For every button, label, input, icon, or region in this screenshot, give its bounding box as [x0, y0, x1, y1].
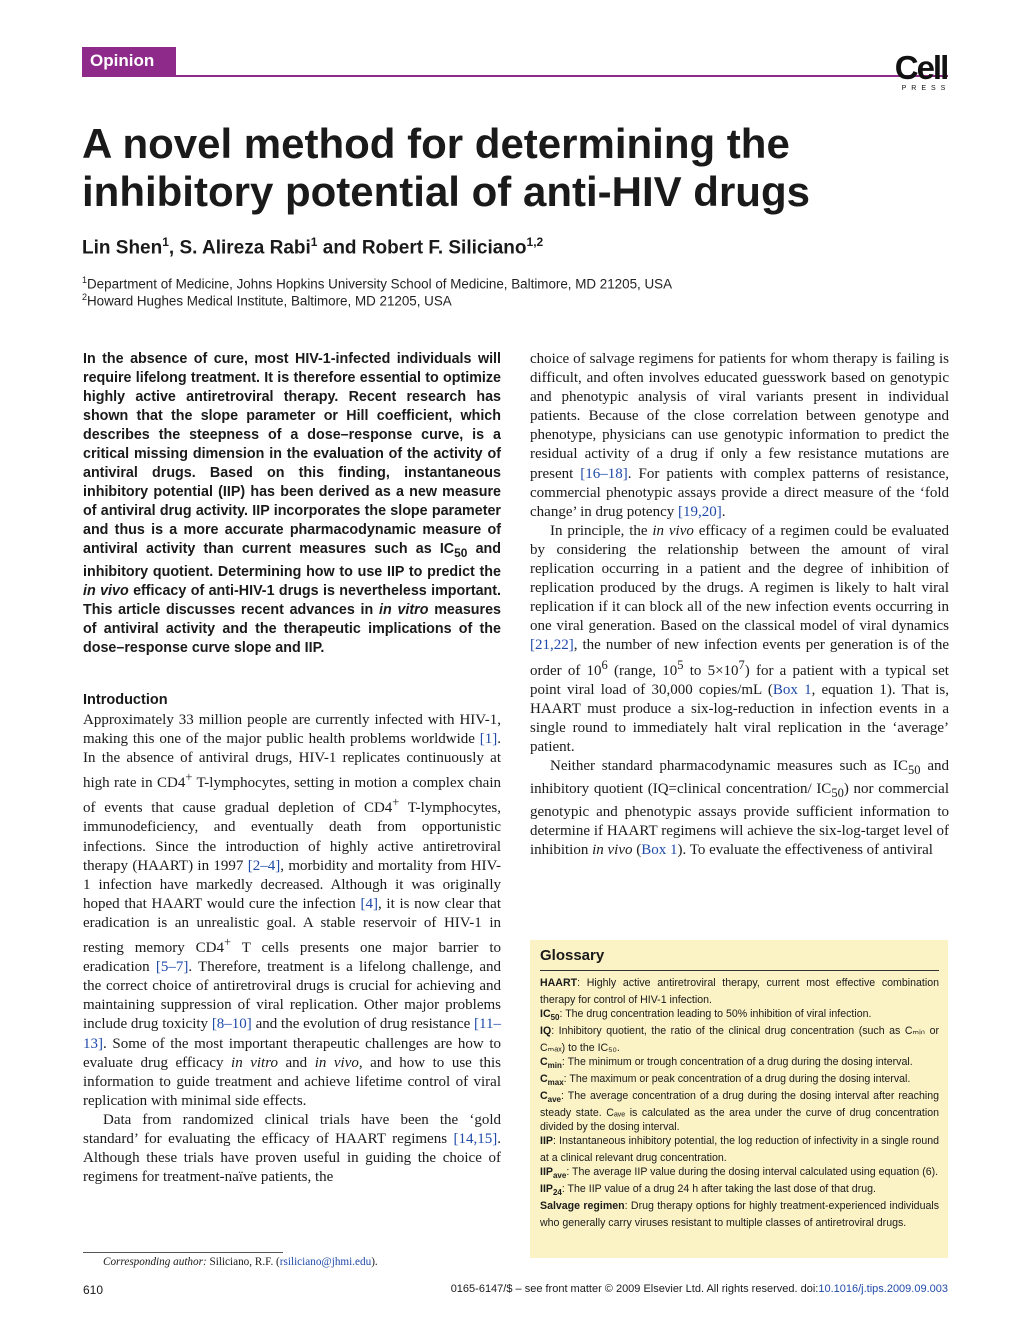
cell-press-logo: [890, 49, 952, 93]
author-separator: and: [317, 237, 362, 259]
issn-text: 0165-6147/$ – see front matter © 2009 Elsevier Ltd. All rights reserved. doi:: [450, 1283, 819, 1295]
affiliation-number: 2: [82, 292, 88, 302]
author-affiliation-mark: 1: [162, 235, 169, 249]
glossary-heading: Glossary: [540, 947, 605, 964]
abstract: [83, 350, 501, 658]
abstract-text: efficacy of anti-HIV-1 drugs is nevertheless important. This article discusses recent advances in: [83, 582, 501, 618]
logo-word: Cell: [894, 49, 948, 86]
abstract-text: measures of antiviral activity and the therapeutic implications of the dose–response curve slope and IIP.: [83, 601, 501, 656]
citation-link[interactable]: [1]: [479, 731, 498, 748]
citation-link[interactable]: [14,15]: [453, 1130, 498, 1147]
box-link[interactable]: Box 1: [641, 842, 678, 859]
abstract-text: and inhibitory quotient. Determining how to use IIP to predict the: [83, 541, 501, 580]
citation-link[interactable]: [19,20]: [678, 503, 722, 520]
box-link[interactable]: Box 1: [772, 681, 812, 698]
left-column-body: [83, 711, 501, 1187]
right-column-body: [530, 350, 949, 860]
footnote-label: Corresponding author:: [103, 1256, 207, 1268]
glossary-entry: HAART: Highly active antiretroviral therapy, current most effective combination therapy for control of HIV-1 infection.: [540, 977, 939, 1007]
abstract-text: In the absence of cure, most HIV-1-infected individuals will require lifelong treatment. It is therefore essential to optimize highly active antiretroviral therapy. Recent research has shown that the slope parameter or Hill coefficient, which describes the steepness of a dose–response curve, is a critical missing dimension in the evaluation of the activity of antiviral drugs. Based on this finding, instantaneous inhibitory potential (IIP) has been derived as a new measure of antiviral drug activity. IIP incorporates the slope parameter and thus is a more accurate pharmacodynamic measure of antiviral activity than current measures such as IC: [83, 351, 501, 557]
author-email-link[interactable]: rsiliciano@jhmi.edu: [279, 1256, 372, 1268]
glossary-entry: Salvage regimen: Drug therapy options for highly treatment-experienced individuals who generally carry viruses resistant to multiple classes of antiretroviral drugs.: [540, 1199, 940, 1229]
body-paragraph: Neither standard pharmacodynamic measures such as $IC_{50}$ and inhibitory quotient (IQ=clinical concentration/ $IC_{50}$) nor commercial genotypic and phenotypic assays provide sufficient information to determine if HAART regimens will achieve the six-log-target level of inhibition in vivo (Box 1). To evaluate the effectiveness of antiviral: [530, 757, 949, 859]
body-paragraph: choice of salvage regimens for patients for whom therapy is failing is difficult, and often involves educated guesswork based on genotypic and phenotypic analysis of viral variants present in individual patients. Because of the close correlation between genotype and phenotype, physicians can use genotypic information to predict the residual activity of a drug if only a few resistance mutations are present [16–18]. For patients with complex patterns of resistance, commercial phenotypic assays provide a direct measure of the ‘fold change’ in drug potency [19,20].: [530, 351, 949, 520]
section-tag: Opinion: [82, 47, 176, 75]
glossary-entry: $C_{ave}$: The average concentration of a drug during the dosing interval after reaching steady state. Cₐᵥₑ is calculated as the area under the curve of drug concentration divided by the dosing interval.: [540, 1089, 939, 1133]
author-affiliation-mark: 1: [310, 235, 318, 249]
abstract-emphasis: in vivo: [83, 582, 129, 599]
footnote-rule: [83, 1252, 283, 1253]
author-name: S. Alireza Rabi: [179, 237, 311, 259]
logo-sub: PRESS: [901, 85, 951, 92]
author-affiliation-mark: 1,2: [526, 235, 544, 249]
corresponding-author-note: [103, 1256, 378, 1268]
glossary-entry: $IIP_{24}$: The IIP value of a drug 24 h after taking the last dose of that drug.: [540, 1182, 876, 1197]
citation-link[interactable]: [21,22]: [530, 637, 574, 654]
issn-line: [451, 1283, 948, 1295]
article-title: A novel method for determining the inhibitory potential of anti-HIV drugs: [82, 120, 810, 215]
affiliation-text: Department of Medicine, Johns Hopkins University School of Medicine, Baltimore, MD 21205, USA: [87, 276, 672, 292]
author-name: Lin Shen: [82, 237, 163, 259]
author-separator: ,: [168, 237, 180, 259]
abstract-subscript: 50: [454, 545, 468, 560]
citation-link[interactable]: [11–13]: [83, 1016, 501, 1052]
glossary-entry: $C_{min}$: The minimum or trough concentration of a drug during the dosing interval.: [540, 1055, 913, 1070]
page-number: 610: [83, 1283, 104, 1297]
glossary-entry: $IIP_{ave}$: The average IIP value during the dosing interval calculated using equation (6).: [540, 1165, 939, 1180]
section-heading-introduction: Introduction: [83, 692, 168, 708]
glossary-rule: [540, 970, 939, 971]
footnote-end: ).: [371, 1256, 378, 1268]
glossary-entry: $C_{max}$: The maximum or peak concentration of a drug during the dosing interval.: [540, 1072, 911, 1087]
affiliation-number: 1: [82, 275, 88, 285]
citation-link[interactable]: [16–18]: [580, 465, 628, 482]
author-list: [82, 235, 543, 259]
header-rule: [82, 75, 948, 77]
affiliation-text: Howard Hughes Medical Institute, Baltimore, MD 21205, USA: [87, 293, 452, 309]
body-paragraph: Data from randomized clinical trials have been the ‘gold standard’ for evaluating the efficacy of HAART regimens [14,15]. Although these trials have proven useful in guiding the choice of regimens for treatment-naïve patients, the: [83, 1111, 501, 1186]
citation-link[interactable]: [4]: [360, 895, 378, 912]
glossary-entry: IIP: Instantaneous inhibitory potential, the log reduction of infectivity in a single round at a clinical relevant drug concentration.: [540, 1134, 939, 1164]
glossary-box: [530, 940, 948, 1258]
citation-link[interactable]: [2–4]: [247, 857, 281, 874]
citation-link[interactable]: [8–10]: [211, 1016, 252, 1033]
footnote-name: Siliciano, R.F. (: [206, 1256, 280, 1268]
abstract-emphasis: in vitro: [379, 601, 429, 618]
author-name: Robert F. Siliciano: [361, 237, 527, 259]
glossary-entry: $IC_{50}$: The drug concentration leading to 50% inhibition of viral infection.: [540, 1007, 872, 1023]
affiliation: [82, 275, 672, 291]
glossary-entry: IQ: Inhibitory quotient, the ratio of the clinical drug concentration (such as Cₘᵢₙ or Cₘₐₓ) to the IC₅₀.: [540, 1024, 939, 1054]
body-paragraph: Approximately 33 million people are currently infected with HIV-1, making this one of the major public health problems worldwide [1]. In the absence of antiviral drugs, HIV-1 replicates continuously at high rate in CD4+ T-lymphocytes, setting in motion a complex chain of events that cause gradual depletion of CD4+ T-lymphocytes, immunodeficiency, and eventually death from opportunistic infections. Since the introduction of highly active antiretroviral therapy (HAART) in 1997 [2–4], morbidity and mortality from HIV-1 infection have markedly decreased. Although it was originally hoped that HAART would cure the infection [4], it is now clear that eradication is an unrealistic goal. A stable reservoir of HIV-1 in resting memory CD4+ T cells presents one major barrier to eradication [5–7]. Therefore, treatment is a lifelong challenge, and the correct choice of antiretroviral drugs is crucial for achieving and maintaining suppression of viral replication. Other major problems include drug toxicity [8–10] and the evolution of drug resistance [11–13]. Some of the most important therapeutic challenges are how to evaluate drug efficacy in vitro and in vivo, and how to use this information to guide treatment and achieve lifetime control of viral replication with minimal side effects.: [83, 712, 501, 1109]
body-paragraph: In principle, the in vivo efficacy of a regimen could be evaluated by considering the relationship between the amount of viral replication occurring in a patient and the degree of inhibition of replication produced by the drugs. A regimen is likely to halt viral replication if it can block all of the new infection events occurring in one viral generation. Based on the classical model of viral dynamics [21,22], the number of new infection events per generation is of the order of $10^6$ (range, $10^5$ to $5\times 10^7$) for a patient with a typical set point viral load of 30,000 copies/mL (Box 1, equation 1). That is, HAART must produce a six-log-reduction in infection events in a single round to immediately halt viral replication in the ‘average’ patient.: [530, 522, 950, 755]
doi-link[interactable]: 10.1016/j.tips.2009.09.003: [818, 1283, 948, 1295]
citation-link[interactable]: [5–7]: [155, 959, 189, 976]
affiliation: [82, 292, 452, 308]
